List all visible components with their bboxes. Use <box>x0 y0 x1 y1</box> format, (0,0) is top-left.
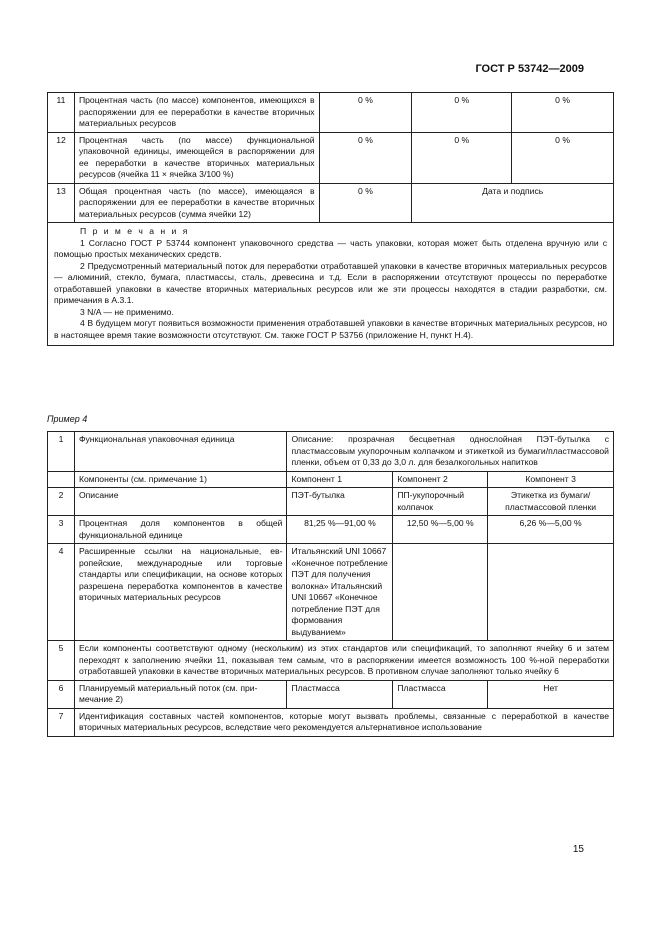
value-cell: 0 % <box>412 132 512 183</box>
table-row <box>48 708 614 736</box>
row-number: 11 <box>48 93 75 133</box>
table-row <box>48 432 614 472</box>
note-item: 4 В будущем могут появиться возможности применения отработавшей упаковки в качестве вторичных материальных ресурсов, но в настоящее время такие возможности отсутствуют. См. также ГОСТ Р 53756 (приложение Н, пункт Н.4). <box>54 318 607 340</box>
row-number: 4 <box>48 544 75 641</box>
row-number: 5 <box>48 641 75 681</box>
value-cell: Пластмасса <box>393 680 488 708</box>
table-row <box>48 132 614 183</box>
value-cell: 0 % <box>412 93 512 133</box>
row-number: 6 <box>48 680 75 708</box>
table-top <box>47 92 614 346</box>
row-description: Описание: прозрачная бесцветная однослойная ПЭТ-бутылка с пластмассовым укупорочным колпачком и этикеткой из бумаги/пластмассовой пленки, объем от 0,33 до 3,0 л. для безалкогольных напитков <box>287 432 614 472</box>
row-number: 1 <box>48 432 75 472</box>
empty-cell <box>48 471 75 488</box>
value-cell: 0 % <box>512 93 614 133</box>
column-header: Компонент 3 <box>488 471 614 488</box>
value-cell: 0 % <box>319 183 412 223</box>
table-row <box>48 471 614 488</box>
note-item: 2 Предусмотренный материальный поток для переработки отработавшей упаковки в качестве вторичных материальных ресурсов — алюминий, стекло, бумага, пластмассы, сталь, древесина и т.д. Если в распоряжении отсутствуют процессы по переработке отработавшей упаковки в качестве вторичных материальных ресурсов или же эти процессы находятся в стадии разработки, см. примечания в А.3.1. <box>54 260 607 305</box>
row-text: Процентная часть (по массе) компонентов, имеющихся в распоряжении для ее переработки в качестве вторичных материальных ресурсов <box>74 93 319 133</box>
row-text: Если компоненты соответствуют одному (нескольким) из этих стандартов или спецификаций, то заполняют ячейку 6 и затем переходят к заполнению ячейки 11, показывая тем самым, что в распоряжении имеется возможность 100 %-ной переработки отработавшей упаковки в качестве вторичных материальных ресурсов. В противном случае заполняют только ячейку 6 <box>74 641 613 681</box>
value-cell: 81,25 %—91,00 % <box>287 516 393 544</box>
value-cell: ПЭТ-бутылка <box>287 488 393 516</box>
notes-row <box>48 223 614 346</box>
document-code: ГОСТ Р 53742—2009 <box>475 63 584 75</box>
row-number: 3 <box>48 516 75 544</box>
row-text: Идентификация составных частей компонентов, которые могут вызвать проблемы, связанные с переработкой в качестве вторичных материальных ресурсов, вследствие чего рекомендуется альтернативное использование <box>74 708 613 736</box>
value-cell: Пластмасса <box>287 680 393 708</box>
table-row <box>48 680 614 708</box>
table-row <box>48 183 614 223</box>
row-label: Функциональная упаковочная единица <box>74 432 287 472</box>
value-cell: ПП-укупорочный колпачок <box>393 488 488 516</box>
row-number: 13 <box>48 183 75 223</box>
row-label: Процентная доля компонентов в общей функциональной единице <box>74 516 287 544</box>
row-label: Компоненты (см. примечание 1) <box>74 471 287 488</box>
value-cell <box>393 544 488 641</box>
row-number: 12 <box>48 132 75 183</box>
page-number: 15 <box>572 844 584 855</box>
value-cell: 0 % <box>319 132 412 183</box>
table-row <box>48 516 614 544</box>
value-cell: 0 % <box>512 132 614 183</box>
row-label: Планируемый материальный поток (см. примечание 2) <box>74 680 287 708</box>
value-cell: 12,50 %—5,00 % <box>393 516 488 544</box>
column-header: Компонент 2 <box>393 471 488 488</box>
row-number: 7 <box>48 708 75 736</box>
row-label: Описание <box>74 488 287 516</box>
row-text: Общая процентная часть (по массе), имеющаяся в распоряжении для ее переработки в качестве вторичных материальных ресурсов (сумма ячейки 12) <box>74 183 319 223</box>
table-row <box>48 544 614 641</box>
value-cell: 0 % <box>319 93 412 133</box>
table-row <box>48 488 614 516</box>
value-cell: 6,26 %—5,00 % <box>488 516 614 544</box>
notes-title: П р и м е ч а н и я <box>80 226 190 236</box>
value-cell: Нет <box>488 680 614 708</box>
row-number: 2 <box>48 488 75 516</box>
notes-block <box>48 223 614 346</box>
table-row <box>48 93 614 133</box>
value-cell: Этикетка из бумаги/пластмассовой пленки <box>488 488 614 516</box>
signature-cell: Дата и подпись <box>412 183 614 223</box>
note-item: 1 Согласно ГОСТ Р 53744 компонент упаковочного средства — часть упаковки, которая может быть отделена вручную или с помощью простых механических средств. <box>54 237 607 259</box>
row-text: Процентная часть (по массе) функциональной упаковочной единицы, имеющейся в распоряжении для ее переработки в качестве вторичных материальных ресурсов (ячейка 11 × ячейка 3/100 %) <box>74 132 319 183</box>
example-label: Пример 4 <box>47 414 88 424</box>
value-cell: Итальянский UNI 10667 «Конечное потребление ПЭТ для получения волокна» Итальянский UNI 10667 «Конечное потребление ПЭТ для формования выдуванием» <box>287 544 393 641</box>
table-example <box>47 431 614 737</box>
column-header: Компонент 1 <box>287 471 393 488</box>
value-cell <box>488 544 614 641</box>
table-row <box>48 641 614 681</box>
row-label: Расширенные ссылки на национальные, европейские, международные или торговые стандарты или спецификации, на основе которых разрешена переработка компонентов в качестве вторичных материальных ресурсов <box>74 544 287 641</box>
note-item: 3 N/A — не применимо. <box>80 306 174 317</box>
